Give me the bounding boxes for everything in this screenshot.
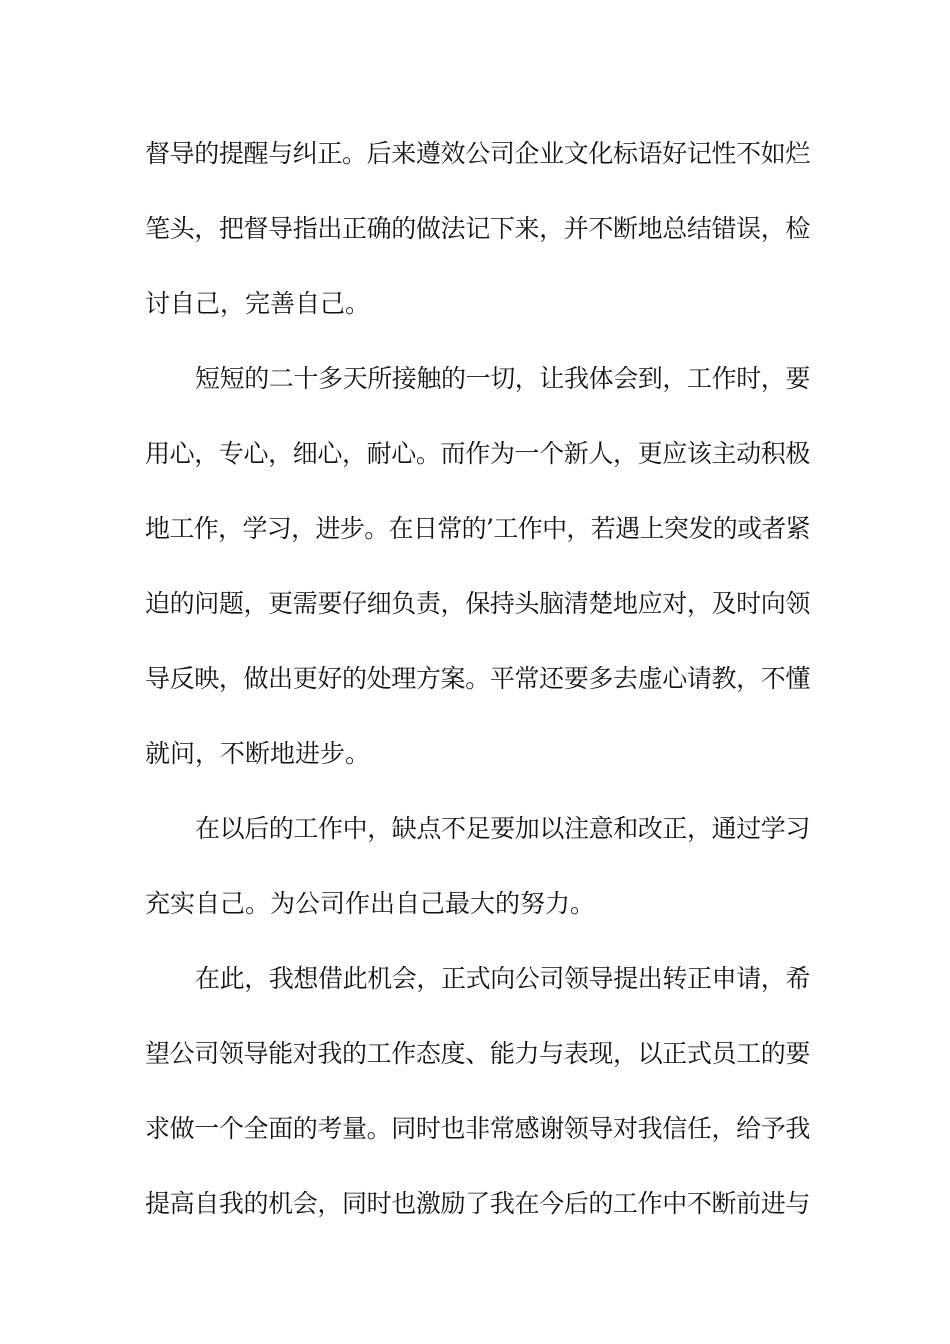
paragraph-start-line: 短短的二十多天所接触的一切，让我体会到，工作时，要 (195, 364, 811, 393)
text-line: 督导的提醒与纠正。后来遵效公司企业文化标语好记性不如烂 (145, 139, 811, 168)
paragraph-start-line: 在此，我想借此机会，正式向公司领导提出转正申请，希 (195, 964, 811, 993)
text-line: 用心，专心，细心，耐心。而作为一个新人，更应该主动积极 (145, 439, 811, 468)
text-line: 迫的问题，更需要仔细负责，保持头脑清楚地应对，及时向领 (145, 589, 811, 618)
text-line: 充实自己。为公司作出自己最大的努力。 (145, 889, 596, 918)
text-line: 导反映，做出更好的处理方案。平常还要多去虚心请教，不懂 (145, 664, 811, 693)
text-line: 求做一个全面的考量。同时也非常感谢领导对我信任，给予我 (145, 1114, 811, 1143)
text-line: 望公司领导能对我的工作态度、能力与表现，以正式员工的要 (145, 1039, 811, 1068)
text-line: 就问，不断地进步。 (145, 739, 371, 768)
text-line: 笔头，把督导指出正确的做法记下来，并不断地总结错误，检 (145, 214, 811, 243)
text-line: 提高自我的机会，同时也激励了我在今后的工作中不断前进与 (145, 1189, 811, 1218)
text-line: 讨自己，完善自己。 (145, 289, 371, 318)
paragraph-start-line: 在以后的工作中，缺点不足要加以注意和改正，通过学习 (195, 814, 811, 843)
text-line: 地工作，学习，进步。在日常的’工作中，若遇上突发的或者紧 (145, 514, 811, 543)
